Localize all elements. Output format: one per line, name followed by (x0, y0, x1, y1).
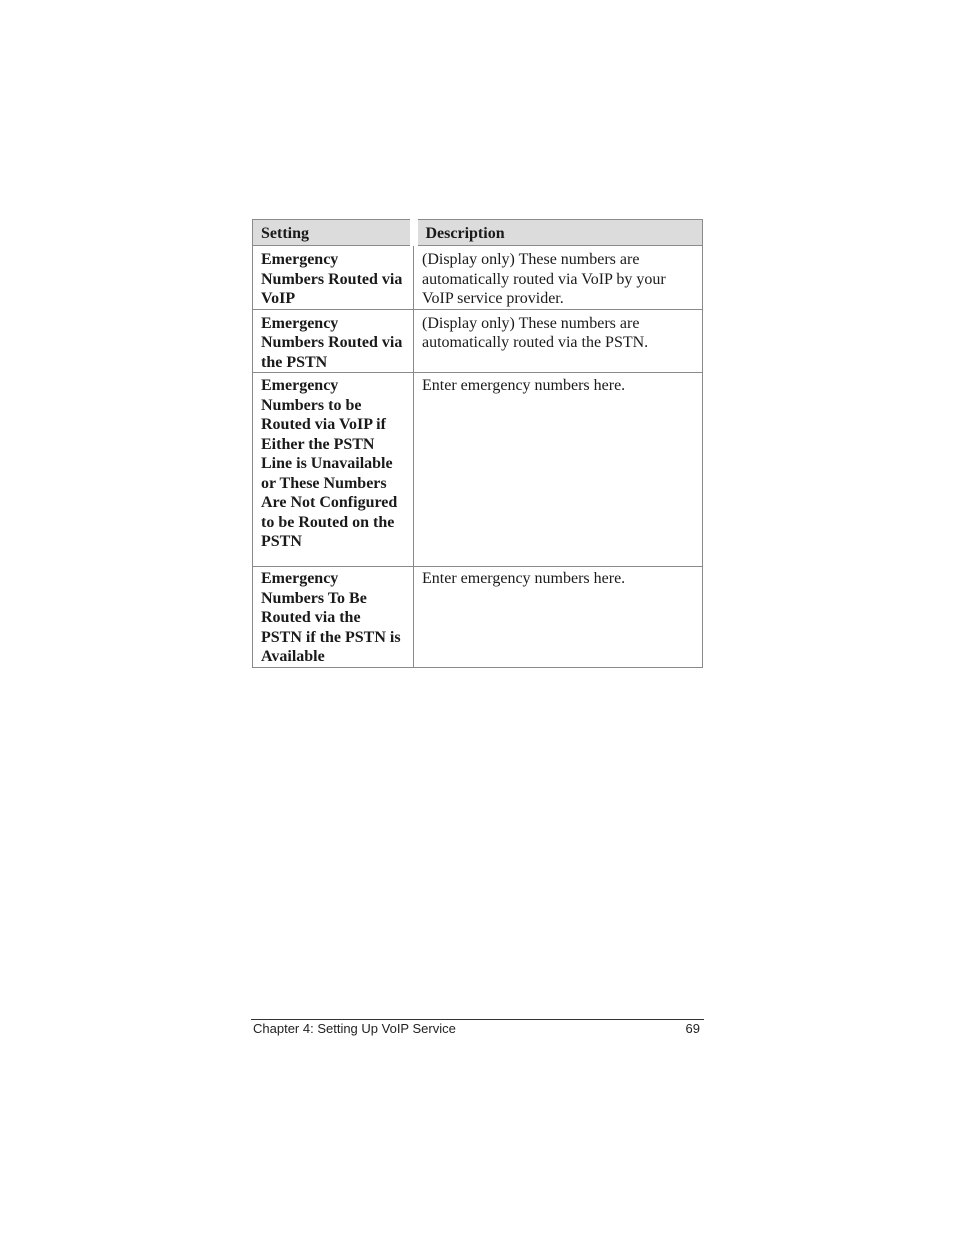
footer-divider (251, 1019, 704, 1020)
footer-chapter-title: Chapter 4: Setting Up VoIP Service (253, 1021, 456, 1036)
setting-cell: Emergency Numbers to be Routed via VoIP if Either the PSTN Line is Unavailable or These Numbers Are Not Configured to be Routed on the PSTN (253, 373, 414, 567)
setting-cell: Emergency Numbers Routed via the PSTN (253, 309, 414, 373)
header-description: Description (414, 220, 703, 246)
table-row (253, 309, 703, 373)
description-cell: (Display only) These numbers are automatically routed via the PSTN. (414, 309, 703, 373)
table-row (253, 246, 703, 310)
table-header-row (253, 220, 703, 246)
footer-page-number: 69 (685, 1021, 700, 1036)
header-setting: Setting (253, 220, 414, 246)
table-row (253, 373, 703, 567)
settings-table (252, 219, 703, 668)
description-cell: Enter emergency numbers here. (414, 567, 703, 668)
description-cell: (Display only) These numbers are automatically routed via VoIP by your VoIP service provider. (414, 246, 703, 310)
description-cell: Enter emergency numbers here. (414, 373, 703, 567)
table-row (253, 567, 703, 668)
setting-cell: Emergency Numbers To Be Routed via the PSTN if the PSTN is Available (253, 567, 414, 668)
setting-cell: Emergency Numbers Routed via VoIP (253, 246, 414, 310)
